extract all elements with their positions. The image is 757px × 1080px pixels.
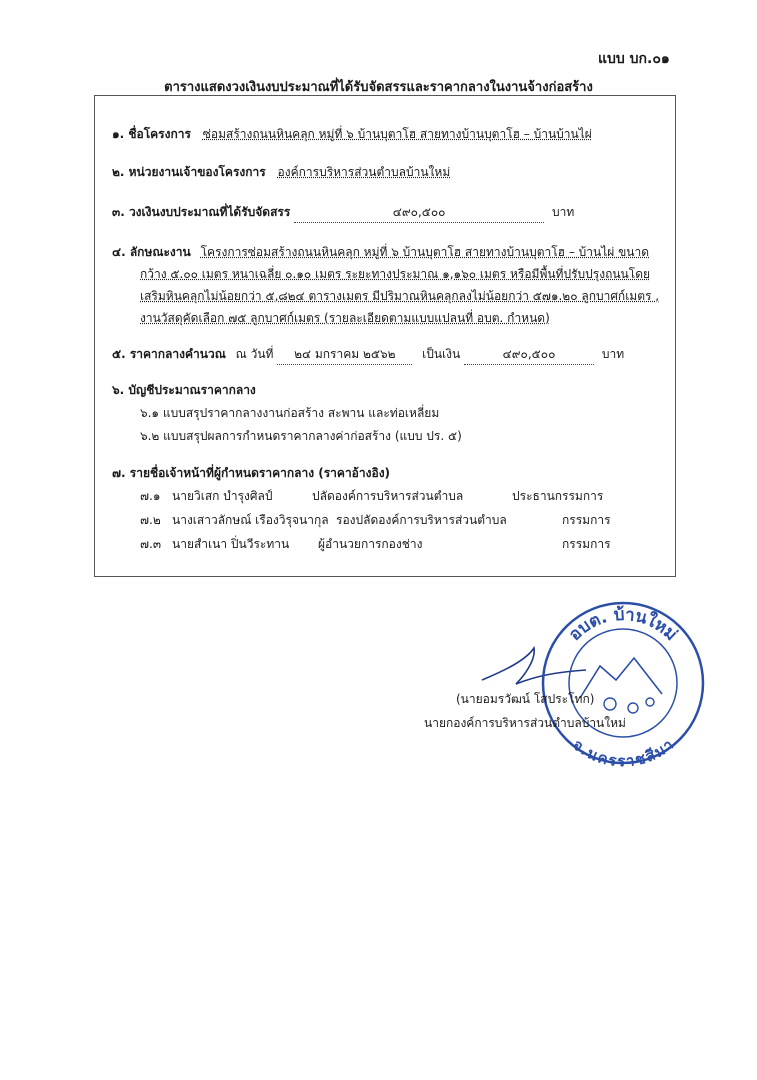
member-role: กรรมการ: [562, 537, 611, 551]
owner-agency-value: องค์การบริหารส่วนตำบลบ้านใหม่: [277, 165, 451, 179]
work-description-line-4: งานวัสดุคัดเลือก ๗๕ ลูกบาศก์เมตร (รายละเอียดตามแบบแปลนที่ อบต. กำหนด): [140, 311, 550, 325]
member-no: ๗.๓: [140, 537, 162, 551]
signer-name: (นายอมรวัฒน์ โสประโทก): [456, 692, 595, 706]
member-position: รองปลัดองค์การบริหารส่วนตำบล: [336, 513, 507, 527]
member-name: นายวิเสก บำรุงศิลป์: [172, 489, 273, 503]
member-position: ปลัดองค์การบริหารส่วนตำบล: [312, 489, 464, 503]
form-code: แบบ บก.๐๑: [598, 51, 670, 67]
work-description-line-2: กว้าง ๕.๐๐ เมตร หนาเฉลี่ย ๐.๑๐ เมตร ระยะทางประมาณ ๑,๑๖๐ เมตร หรือมีพื้นที่ปรับปรุงถนนโดย: [140, 267, 651, 281]
item-estimate-list: ๖. บัญชีประมาณราคากลาง: [112, 383, 256, 397]
member-role: ประธานกรรมการ: [512, 489, 604, 503]
member-position: ผู้อำนวยการกองช่าง: [318, 537, 423, 551]
work-description-line-3: เสริมหินคลุกไม่น้อยกว่า ๕,๘๒๔ ตารางเมตร มีปริมาณหินคลุกลงไม่น้อยกว่า ๕๗๑.๒๐ ลูกบาศก์เมตร ,: [140, 289, 660, 303]
item-committee: ๗. รายชื่อเจ้าหน้าที่ผู้กำหนดราคากลาง (ราคาอ้างอิง): [112, 466, 391, 480]
member-name: นางเสาวลักษณ์ เรืองวิรุจนากุล: [172, 513, 329, 527]
item-median-price: [112, 345, 624, 365]
svg-text:อบต. บ้านใหม่: [565, 605, 681, 645]
seal-bottom-text: จ.นครราชสีมา: [569, 735, 677, 768]
median-price-unit: บาท: [601, 347, 625, 361]
amount-prefix: เป็นเงิน: [422, 347, 461, 361]
median-price-value: ๔๙๐,๕๐๐: [464, 345, 594, 365]
budget-value: ๔๙๐,๕๐๐: [294, 203, 544, 223]
item-project-name: [112, 125, 592, 144]
seal-top-text: อบต. บ้านใหม่: [564, 604, 681, 645]
work-description-line-1: โครงการซ่อมสร้างถนนหินคลุก หมู่ที่ ๖ บ้านบุตาโฮ สายทางบ้านบุตาโฮ – บ้านไผ่ ขนาด: [200, 245, 650, 259]
item-work-description: [112, 243, 649, 262]
estimate-sub-2: ๖.๒ แบบสรุปผลการกำหนดราคากลางค่าก่อสร้าง (แบบ ปร. ๕): [140, 429, 462, 443]
member-role: กรรมการ: [562, 513, 611, 527]
calc-date: ๒๔ มกราคม ๒๕๖๒: [277, 345, 412, 365]
signer-position: นายกองค์การบริหารส่วนตำบลบ้านใหม่: [424, 716, 626, 730]
estimate-sub-1: ๖.๑ แบบสรุปราคากลางงานก่อสร้าง สะพาน และท่อเหลี่ยม: [140, 406, 440, 420]
item-label: ๒. หน่วยงานเจ้าของโครงการ: [112, 165, 266, 179]
item-label: ๕. ราคากลางคำนวณ: [112, 347, 226, 361]
project-name-value: ซ่อมสร้างถนนหินคลุก หมู่ที่ ๖ บ้านบุตาโฮ สายทางบ้านบุตาโฮ – บ้านบ้านไผ่: [202, 127, 592, 141]
document-title: ตารางแสดงวงเงินงบประมาณที่ได้รับจัดสรรและราคากลางในงานจ้างก่อสร้าง: [164, 80, 593, 95]
item-label: ๑. ชื่อโครงการ: [112, 127, 191, 141]
member-no: ๗.๒: [140, 513, 161, 527]
item-owner-agency: [112, 163, 450, 182]
item-label: ๓. วงเงินงบประมาณที่ได้รับจัดสรร: [112, 205, 291, 219]
svg-text:จ.นครราชสีมา: [569, 736, 677, 768]
budget-unit: บาท: [551, 205, 575, 219]
date-prefix: ณ วันที่: [235, 347, 274, 361]
official-seal-icon: [538, 598, 708, 768]
item-budget: [112, 203, 574, 223]
item-label: ๔. ลักษณะงาน: [112, 245, 191, 259]
member-name: นายสำเนา ปิ่นวีระทาน: [172, 537, 290, 551]
member-no: ๗.๑: [140, 489, 161, 503]
